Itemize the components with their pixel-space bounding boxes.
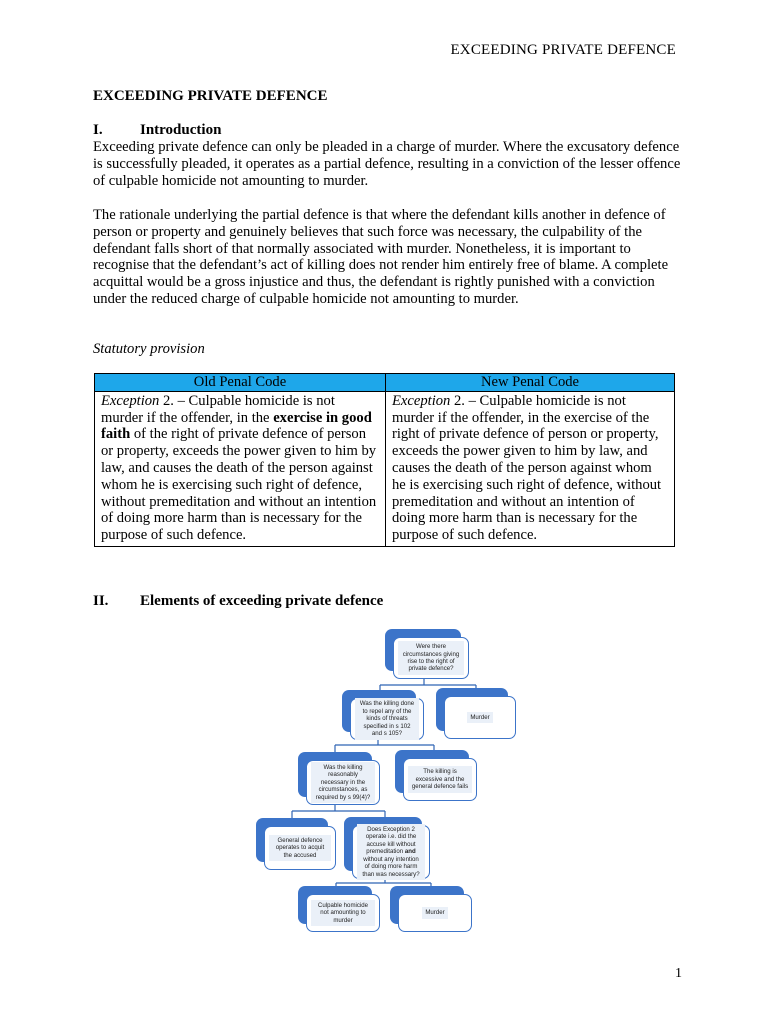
flow-node-q4-text: [357, 824, 425, 880]
flow-node-q3-text: Was the killing reasonably necessary in the circumstances, as required by s 99(4)?: [311, 762, 375, 803]
section-1-number: I.: [93, 122, 103, 138]
flow-node-q4-text-and: and: [404, 848, 416, 856]
section-2-title: Elements of exceeding private defence: [140, 593, 384, 609]
flow-node-murder-1: [436, 688, 516, 739]
intro-paragraph-1: Exceeding private defence can only be pleaded in a charge of murder. Where the excusatory defence is successfully pleaded, it operates as a partial defence, resulting in a conviction of the lesser offence of culpable homicide not amounting to murder.: [93, 139, 681, 189]
section-1-heading: [93, 122, 221, 139]
flow-node-q4: [344, 817, 430, 879]
old-text-part-1: 2. – Culpable homicide is not murder if the offender, in the: [101, 392, 335, 426]
flow-node-culpable-homicide: [298, 886, 380, 932]
document-title: EXCEEDING PRIVATE DEFENCE: [93, 88, 328, 104]
page-number: 1: [675, 966, 682, 981]
flow-node-murder-2: [390, 886, 472, 932]
flow-node-murder-1-text: Murder: [467, 712, 492, 723]
flow-node-murder-2-text: Murder: [422, 907, 447, 918]
new-text: 2. – Culpable homicide is not murder if the offender, in the exercise of the right of private defence of person or property, exceeds the power given to him by law, and causes the death of the person against whom he is exercising such right of defence, without premeditation and without an intention of doing more harm than is necessary for the purpose of such defence.: [392, 392, 662, 544]
new-exception-word: Exception: [392, 392, 451, 409]
flow-node-excessive-text: The killing is excessive and the general defence fails: [408, 766, 472, 792]
section-2-heading: [93, 593, 383, 610]
old-penal-code-cell: [95, 391, 386, 546]
old-text-bold: exercise in good faith: [101, 409, 372, 443]
flow-node-excessive: [395, 750, 477, 801]
table-header-old: Old Penal Code: [95, 374, 386, 392]
section-2-number: II.: [93, 593, 109, 609]
flow-node-general-defence-text: General defence operates to acquit the accused: [269, 835, 331, 861]
flow-node-q4-text-pre: Does Exception 2 operate i.e. did the accuse kill without premeditation: [365, 826, 417, 856]
old-exception-word: Exception: [101, 392, 160, 409]
flow-node-q2-text: Was the killing done to repel any of the kinds of threats specified in s 102 and s 105?: [355, 698, 419, 739]
statutory-provision-label: Statutory provision: [93, 341, 205, 357]
flow-node-q2: [342, 690, 424, 740]
intro-paragraph-2: The rationale underlying the partial defence is that where the defendant kills another in defence of person or property and genuinely believes that such force was necessary, the culpability of the defendant falls short of that normally associated with murder. Nonetheless, it is important to recognise that the defendant’s act of killing does not render him entirely free of blame. A complete acquittal would be a gross injustice and thus, the defendant is rightly punished with a conviction under the reduced charge of culpable homicide not amounting to murder.: [93, 207, 669, 307]
old-text-part-2: of the right of private defence of person or property, exceeds the power given to him by law, and causes the death of the person against whom he is exercising such right of defence, without premeditation and without an intention of doing more harm than is necessary for the purpose of such defence.: [101, 426, 377, 544]
flow-node-q1-text: Were there circumstances giving rise to the right of private defence?: [398, 641, 464, 675]
running-header: EXCEEDING PRIVATE DEFENCE: [450, 42, 676, 58]
new-penal-code-cell: [386, 391, 675, 546]
flow-node-general-defence: [256, 818, 336, 870]
section-1-title: Introduction: [140, 122, 222, 138]
flow-node-q4-text-post: without any intention of doing more harm than was necessary?: [362, 855, 420, 878]
flow-node-culpable-homicide-text: Culpable homicide not amounting to murder: [311, 900, 375, 926]
flow-node-q1: [385, 629, 469, 679]
flow-node-q3: [298, 752, 380, 805]
table-header-new: New Penal Code: [386, 374, 675, 392]
penal-code-comparison-table: [94, 373, 675, 547]
